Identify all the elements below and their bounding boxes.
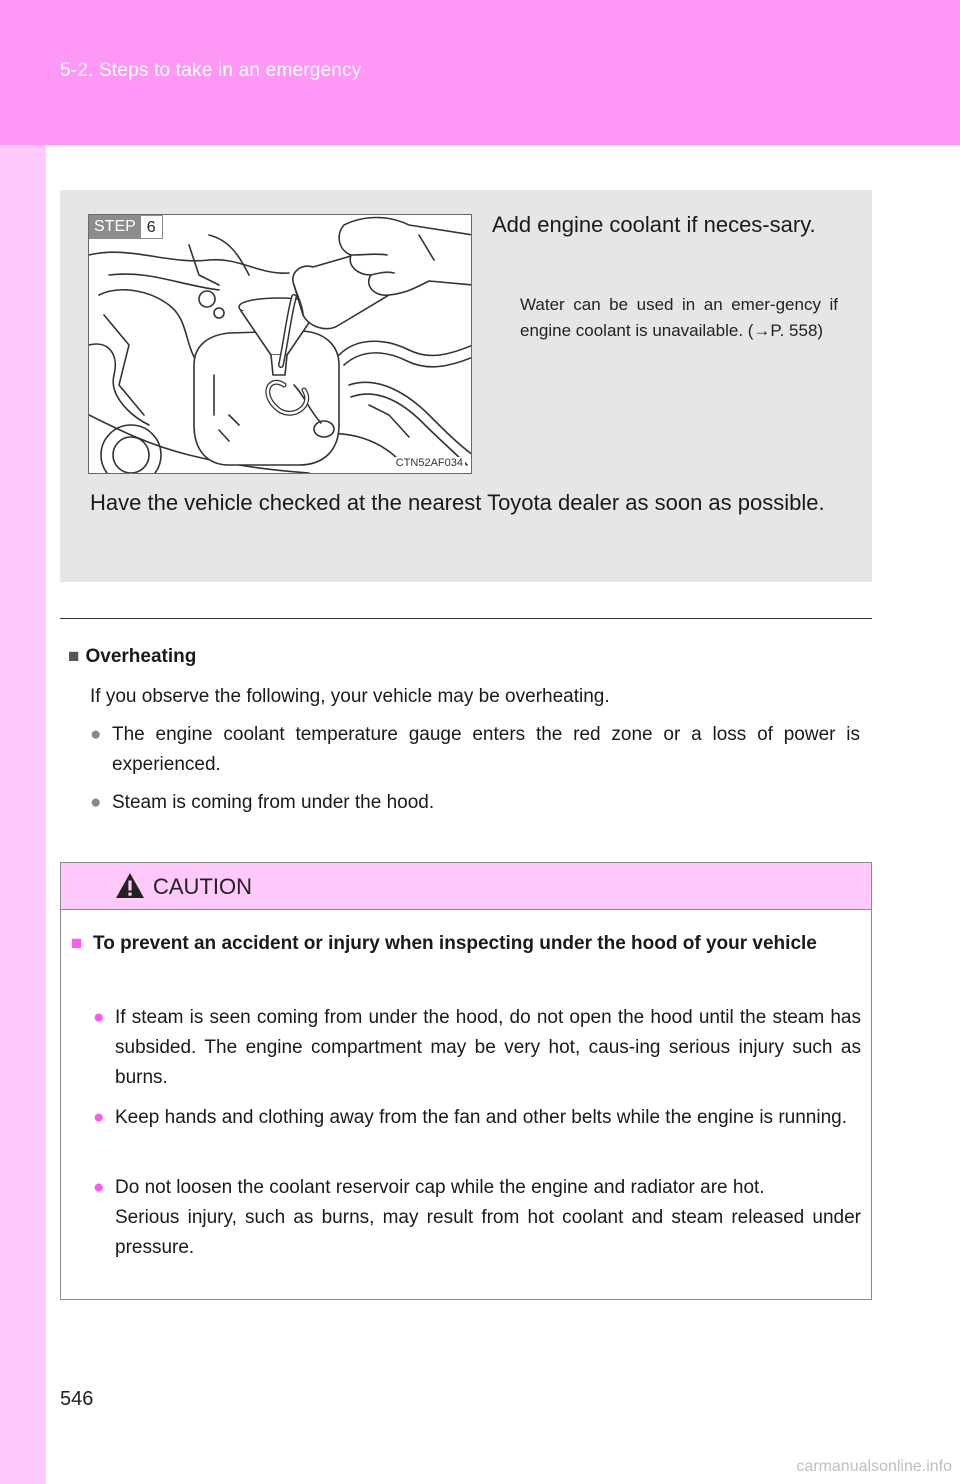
overheating-heading [68, 646, 196, 668]
circle-bullet-icon: ● [90, 724, 102, 745]
list-item-text: Steam is coming from under the hood. [112, 792, 435, 813]
caution-title: CAUTION [153, 874, 252, 899]
overheating-heading-text: Overheating [85, 646, 197, 667]
square-bullet-icon: ■ [68, 646, 80, 667]
caution-list-item [93, 1173, 861, 1263]
caution-list-item [93, 1103, 861, 1133]
side-strip [0, 145, 46, 1484]
circle-bullet-icon: ● [93, 1007, 105, 1028]
step-panel [60, 190, 872, 582]
section-divider [60, 618, 872, 619]
list-item-text: The engine coolant temperature gauge enters the red zone or a loss of power is experienced. [112, 724, 860, 775]
section-title: 5-2. Steps to take in an emergency [60, 60, 362, 81]
caution-heading-text: To prevent an accident or injury when inspecting under the hood of your vehicle [93, 933, 817, 954]
caution-item-text: Keep hands and clothing away from the fan and other belts while the engine is running. [115, 1107, 847, 1128]
step-badge-label: STEP [89, 215, 141, 239]
caution-list-item [93, 1003, 861, 1093]
caution-header [61, 863, 871, 910]
figure-code: CTN52AF034 [395, 457, 463, 469]
coolant-pouring-drawing [89, 215, 472, 474]
list-item [90, 720, 860, 780]
step-badge-number: 6 [141, 215, 163, 239]
step-badge [89, 215, 163, 239]
circle-bullet-icon: ● [93, 1107, 105, 1128]
overheating-intro: If you observe the following, your vehicle may be overheating. [90, 686, 610, 707]
caution-item-text-continued: Serious injury, such as burns, may result from hot coolant and steam released under pressure. [115, 1207, 861, 1258]
page-number: 546 [60, 1388, 94, 1410]
circle-bullet-icon: ● [93, 1177, 105, 1198]
caution-heading [71, 929, 861, 959]
step-instruction: Add engine coolant if neces-sary. [492, 212, 816, 237]
warning-triangle-icon [115, 872, 145, 899]
square-bullet-icon: ■ [71, 933, 83, 954]
watermark: carmanualsonline.info [796, 1458, 952, 1475]
circle-bullet-icon: ● [90, 792, 102, 813]
caution-box [60, 862, 872, 1300]
engine-coolant-illustration [88, 214, 472, 474]
list-item [90, 788, 860, 818]
caution-item-text: If steam is seen coming from under the hood, do not open the hood until the steam has subsided. The engine compartment may be very hot, caus-ing serious injury such as burns. [115, 1007, 861, 1088]
caution-item-text: Do not loosen the coolant reservoir cap while the engine and radiator are hot. [115, 1177, 765, 1198]
step-note: Water can be used in an emer-gency if engine coolant is unavailable. (→P. 558) [520, 295, 838, 340]
step-followup: Have the vehicle checked at the nearest Toyota dealer as soon as possible. [90, 490, 825, 515]
